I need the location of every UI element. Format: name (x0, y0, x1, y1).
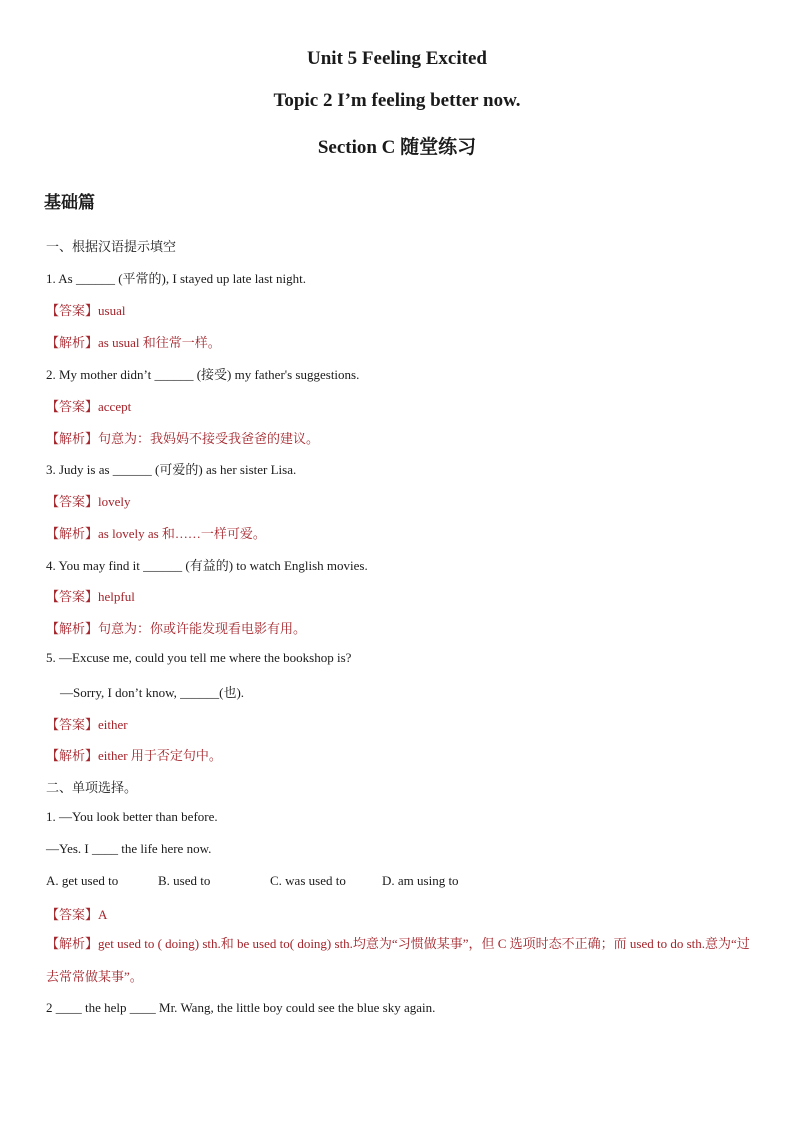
answer-3 (46, 491, 131, 510)
answer-text: helpful (98, 589, 135, 604)
answer-text: A (98, 907, 108, 922)
analysis-text: either 用于否定句中。 (98, 748, 222, 763)
mc-options-1 (46, 873, 459, 889)
answer-text: either (98, 717, 128, 732)
answer-tag: 【答案】 (46, 590, 99, 605)
question-2: 2. My mother didn’t ______ (接受) my father's suggestions. (46, 367, 360, 382)
question-1: 1. As ______ (平常的), I stayed up late last night. (46, 271, 306, 286)
answer-2 (46, 396, 131, 415)
answer-tag: 【答案】 (46, 400, 99, 415)
answer-tag: 【答案】 (46, 495, 99, 510)
answer-text: accept (98, 399, 132, 414)
analysis-5 (46, 745, 222, 764)
question-4: 4. You may find it ______ (有益的) to watch English movies. (46, 558, 368, 573)
title-unit: Unit 5 Feeling Excited (307, 48, 487, 69)
analysis-text: get used to ( doing) sth.和 be used to( doing) sth.均意为“习惯做某事”，但 C 选项时态不正确；而 used to do sth.意为“过去常常做某事”。 (46, 936, 750, 984)
analysis-text: as usual 和往常一样。 (98, 335, 221, 350)
answer-5 (46, 714, 128, 733)
option-d: D. am using to (382, 873, 459, 888)
answer-1 (46, 300, 125, 319)
mc-analysis-1 (46, 928, 750, 993)
analysis-2 (46, 428, 319, 447)
analysis-tag: 【解析】 (46, 432, 99, 447)
analysis-tag: 【解析】 (46, 937, 99, 952)
question-5-line1: 5. —Excuse me, could you tell me where the bookshop is? (46, 650, 352, 665)
analysis-tag: 【解析】 (46, 622, 99, 637)
part1-heading: 一、根据汉语提示填空 (46, 240, 177, 255)
question-5-line2: —Sorry, I don’t know, ______(也). (60, 685, 245, 700)
analysis-4 (46, 618, 306, 637)
option-b: B. used to (158, 873, 211, 888)
analysis-tag: 【解析】 (46, 336, 99, 351)
analysis-text: as lovely as 和……一样可爱。 (98, 526, 266, 541)
answer-tag: 【答案】 (46, 908, 99, 923)
answer-tag: 【答案】 (46, 304, 99, 319)
mc-question-1-line1: 1. —You look better than before. (46, 809, 218, 824)
answer-tag: 【答案】 (46, 718, 99, 733)
analysis-tag: 【解析】 (46, 527, 99, 542)
mc-question-2: 2 ____ the help ____ Mr. Wang, the little boy could see the blue sky again. (46, 1000, 436, 1015)
answer-text: lovely (98, 494, 131, 509)
analysis-3 (46, 523, 266, 542)
analysis-text: 句意为：你或许能发现看电影有用。 (98, 622, 307, 637)
title-section: Section C 随堂练习 (317, 137, 477, 158)
option-a: A. get used to (46, 873, 119, 888)
mc-question-1-line2: —Yes. I ____ the life here now. (46, 841, 212, 856)
question-3: 3. Judy is as ______ (可爱的) as her sister Lisa. (46, 462, 297, 477)
title-topic: Topic 2 I’m feeling better now. (273, 90, 521, 111)
answer-4 (46, 586, 135, 605)
part2-heading: 二、单项选择。 (46, 781, 138, 796)
level-label: 基础篇 (44, 193, 95, 213)
answer-text: usual (98, 303, 126, 318)
analysis-1 (46, 332, 221, 351)
option-c: C. was used to (270, 873, 346, 888)
analysis-text: 句意为：我妈妈不接受我爸爸的建议。 (98, 432, 320, 447)
mc-answer-1 (46, 904, 107, 923)
analysis-tag: 【解析】 (46, 749, 99, 764)
